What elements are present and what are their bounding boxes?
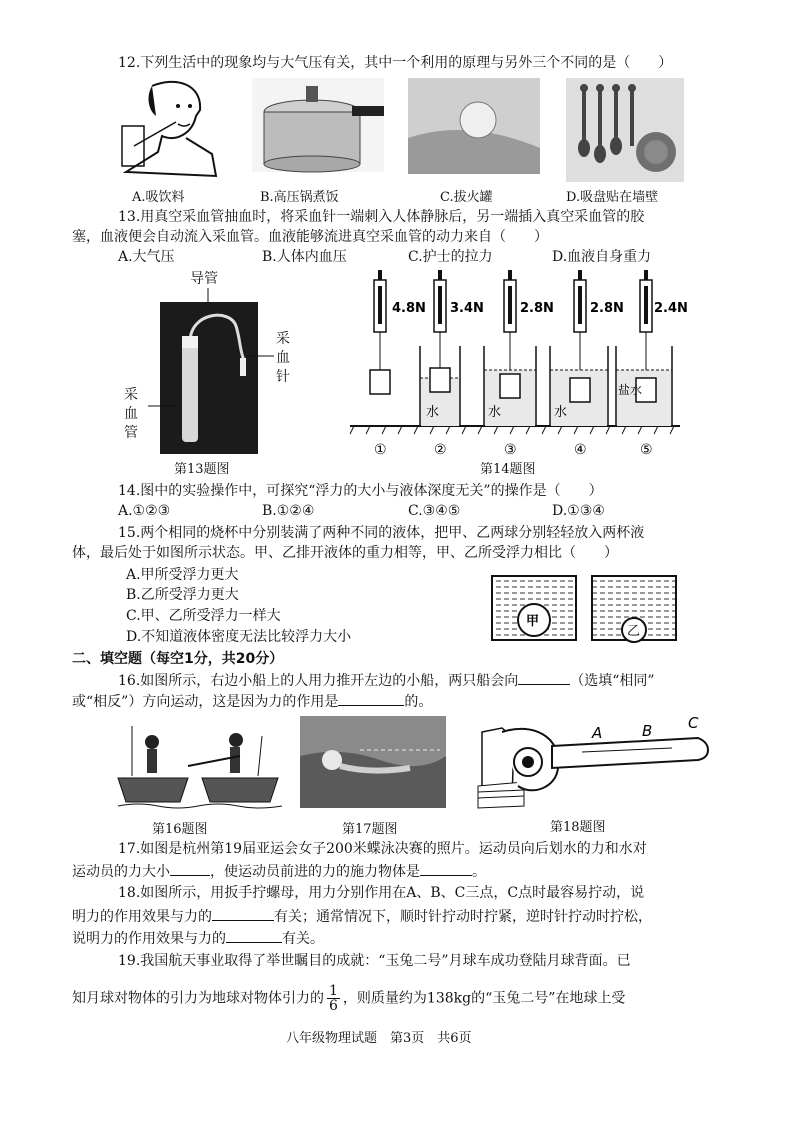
q12-stem: 12.下列生活中的现象均与大气压有关，其中一个利用的原理与另外三个不同的是（ ） [118,55,673,71]
q17-caption: 第17题图 [342,822,398,837]
q12-image-suction-hooks [566,78,684,182]
q18-image-wrench [472,712,714,816]
q14-liquid-4: 水 [554,405,568,420]
q14-liquid-3: 水 [488,405,502,420]
q14-reading-5: 2.4N [654,301,688,316]
q15-option-d: D.不知道液体密度无法比较浮力大小 [126,629,352,645]
q14-option-b: B.①②④ [262,503,315,519]
q19-line1: 19.我国航天事业取得了举世瞩目的成就：“玉兔二号”月球车成功登陆月球背面。已 [118,953,631,969]
q16-blank-2[interactable] [338,691,404,706]
q17-blank-2[interactable] [420,861,472,876]
q14-number-2: ② [434,442,447,458]
q19-line2: 知月球对物体的引力为地球对物体引力的 $\frac{1}{6}$ ，则质量约为138kg的“玉兔二号”在地球上受 [72,983,626,1014]
q13-label-vessel: 采 血 管 [124,387,138,441]
q19-fraction [327,984,340,1013]
q13-option-d: D.血液自身重力 [552,249,652,265]
q14-number-3: ③ [504,442,517,458]
q12-image-drinking [116,76,224,180]
q14-reading-4: 2.8N [590,301,624,316]
spring-scale-3 [484,270,536,426]
q18-point-a: A [592,724,603,742]
spring-scale-5 [616,270,672,426]
q13-leader-lines [148,286,288,416]
q14-number-1: ① [374,442,387,458]
q13-label-tube: 导管 [190,271,218,287]
spring-scale-2 [420,270,460,426]
q17-blank-1[interactable] [170,861,210,876]
q17-line1: 17.如图是杭州第19届亚运会女子200米蝶泳决赛的照片。运动员向后划水的力和水对 [118,841,647,857]
q12-option-b: B.高压锅煮饭 [260,190,339,205]
q18-line3: 说明力的作用效果与力的 有关。 [72,928,324,948]
q15-option-c: C.甲、乙所受浮力一样大 [126,608,281,624]
q13-option-c: C.护士的拉力 [408,249,493,265]
q18-caption: 第18题图 [550,820,606,835]
page-footer: 八年级物理试题 第3页 共6页 [286,1031,472,1046]
q18-point-c: C [688,714,699,732]
ground-hatch [350,426,674,434]
q15-ball-yi: 乙 [627,624,641,639]
q13-caption: 第13题图 [174,462,230,477]
q16-blank-1[interactable] [518,670,570,685]
q13-option-a: A.大气压 [118,249,175,265]
q18-line1: 18.如图所示，用扳手拧螺母，用力分别作用在A、B、C三点，C点时最容易拧动，说 [118,885,645,901]
q19-frac-denominator: 6 [329,998,338,1014]
q12-option-a: A.吸饮料 [132,190,185,205]
q13-stem-line1: 13.用真空采血管抽血时，将采血针一端刺入人体静脉后，另一端插入真空采血管的胶 [118,209,645,225]
q16-line1: 16.如图所示，右边小船上的人用力推开左边的小船，两只船会向 （选填“相同” [118,670,655,690]
q12-option-c: C.拔火罐 [440,190,493,205]
q12-option-d: D.吸盘贴在墙壁 [566,190,659,205]
q14-liquid-5: 盐水 [618,383,643,397]
q18-point-b: B [642,722,653,740]
q15-option-b: B.乙所受浮力更大 [126,587,239,603]
q17-line2: 运动员的力大小 ，使运动员前进的力的施力物体是 。 [72,861,486,881]
q15-stem-line1: 15.两个相同的烧杯中分别装满了两种不同的液体，把甲、乙两球分别轻轻放入两杯液 [118,525,645,541]
q12-image-cupping [408,78,540,174]
q15-option-a: A.甲所受浮力更大 [126,567,239,583]
q14-reading-2: 3.4N [450,301,484,316]
q14-option-c: C.③④⑤ [408,503,461,519]
q13-label-needle: 采 血 针 [276,331,290,385]
q14-caption: 第14题图 [480,462,536,477]
q14-stem: 14.图中的实验操作中，可探究“浮力的大小与液体深度无关”的操作是（ ） [118,483,603,499]
q14-option-d: D.①③④ [552,503,605,519]
q14-option-a: A.①②③ [118,503,171,519]
section-fill-in-title: 二、填空题（每空1分，共20分） [72,651,284,667]
q18-line2: 明力的作用效果与力的 有关；通常情况下，顺时针拧动时拧紧，逆时针拧动时拧松， [72,906,652,926]
q16-caption: 第16题图 [152,822,208,837]
q14-liquid-2: 水 [426,405,440,420]
q14-reading-1: 4.8N [392,301,426,316]
q15-ball-jia: 甲 [526,614,540,629]
q18-blank-2[interactable] [226,928,282,943]
q17-image-swimmer [300,716,446,808]
q14-number-5: ⑤ [640,442,653,458]
q14-reading-3: 2.8N [520,301,554,316]
q15-stem-line2: 体，最后处于如图所示状态。甲、乙排开液体的重力相等，甲、乙所受浮力相比（ ） [72,545,618,561]
q18-blank-1[interactable] [212,906,274,921]
q16-line2: 或“相反”）方向运动，这是因为力的作用是 的。 [72,691,432,711]
q14-number-4: ④ [574,442,587,458]
q14-figure [350,266,688,460]
spring-scale-4 [550,270,608,426]
q19-frac-numerator: 1 [329,983,338,999]
q12-image-pressure-cooker [252,78,384,172]
q13-option-b: B.人体内血压 [262,249,347,265]
spring-scale-1 [370,270,390,394]
q15-figure [488,572,688,644]
q16-image-boats [118,716,282,810]
q13-stem-line2: 塞，血液便会自动流入采血管。血液能够流进真空采血管的动力来自（ ） [72,229,548,245]
